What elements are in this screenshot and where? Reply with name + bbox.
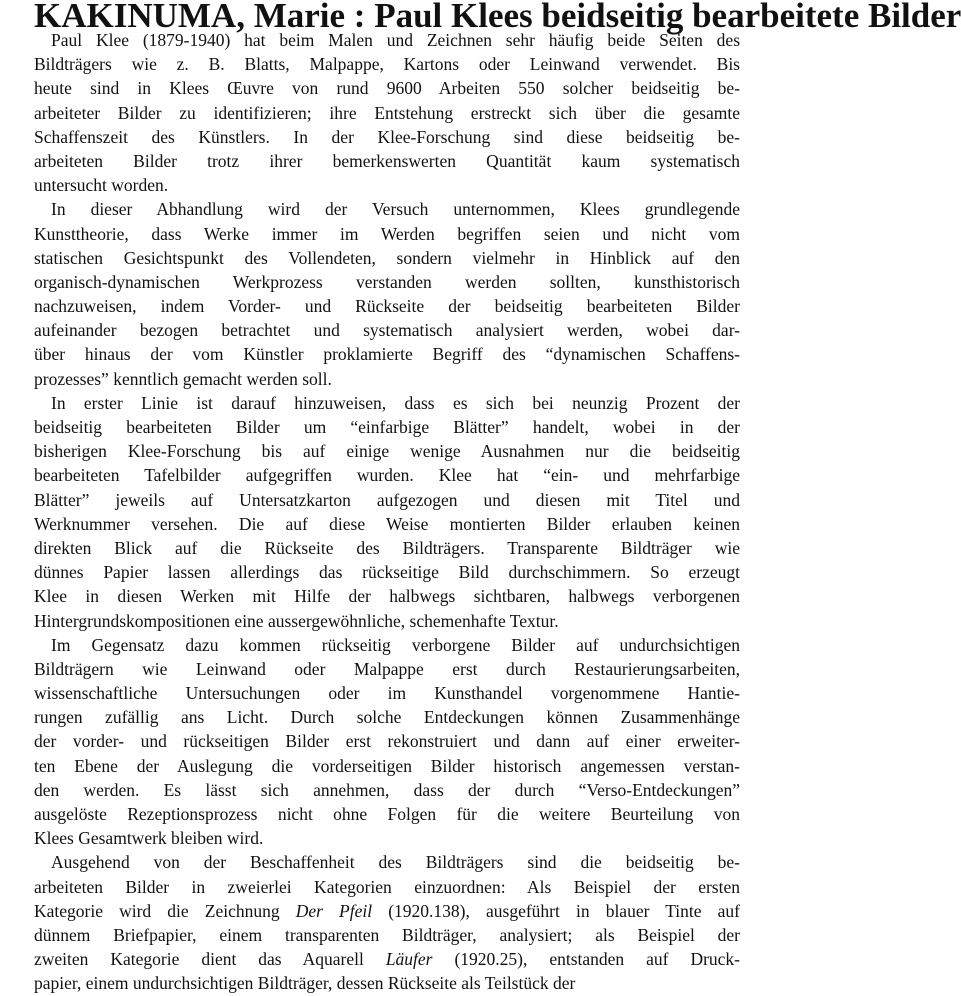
paragraph-line: Kunsttheorie, dass Werke immer im Werden begriffen seien und nicht vom: [34, 223, 740, 244]
paragraph-line: ten Ebene der Auslegung die vorderseitigen Bilder historisch angemessen verstan-: [34, 755, 740, 776]
paragraph-line: papier, einem undurchsichtigen Bildträger, dessen Rückseite als Teilstück der: [34, 973, 576, 994]
paragraph-line: In erster Linie ist darauf hinzuweisen, dass es sich bei neunzig Prozent der: [51, 392, 740, 413]
paragraph-line: rungen zufällig ans Licht. Durch solche Entdeckungen können Zusammenhänge: [34, 707, 740, 728]
line-text: zweiten Kategorie dient das Aquarell: [34, 949, 386, 970]
line-text: (1920.25), entstanden auf Druck-: [432, 949, 741, 970]
paragraph-line: Bildträgern wie Leinwand oder Malpappe erst durch Restaurierungsarbeiten,: [34, 658, 740, 679]
paragraph-line: arbeiteter Bilder zu identifizieren; ihre Entstehung erstreckt sich über die gesamte: [34, 102, 740, 123]
paragraph-line: Paul Klee (1879-1940) hat beim Malen und Zeichnen sehr häufig beide Seiten des: [51, 30, 740, 50]
paragraph-line: Schaffenszeit des Künstlers. In der Klee-Forschung sind diese beidseitig be-: [34, 126, 740, 147]
paragraph-line: bisherigen Klee-Forschung bis auf einige wenige Ausnahmen nur die beidseitig: [34, 441, 740, 462]
paragraph-line: Ausgehend von der Beschaffenheit des Bildträgers sind die beidseitig be-: [51, 852, 740, 873]
paragraph-line: In dieser Abhandlung wird der Versuch unternommen, Klees grundlegende: [51, 199, 740, 220]
line-text: (1920.138), ausgeführt in blauer Tinte auf: [372, 900, 740, 921]
document-body: [34, 28, 740, 996]
paragraph-line: [34, 899, 740, 923]
paragraph-line: statischen Gesichtspunkt des Vollendeten, sondern vielmehr in Hinblick auf den: [34, 247, 740, 268]
paragraph-line: ausgelöste Rezeptionsprozess nicht ohne Folgen für die weitere Beurteilung von: [34, 804, 740, 824]
line-text: Kategorie wird die Zeichnung: [34, 900, 296, 921]
paragraph-line: Blätter” jeweils auf Untersatzkarton aufgezogen und diesen mit Titel und: [34, 489, 740, 510]
paragraph-line: Klee in diesen Werken mit Hilfe der halbwegs sichtbaren, halbwegs verborgenen: [34, 586, 740, 607]
paragraph-line: der vorder- und rückseitigen Bilder erst rekonstruiert und dann auf einer erweiter-: [34, 731, 740, 752]
paragraph-line: bearbeiteten Tafelbilder aufgegriffen wurden. Klee hat “ein- und mehrfarbige: [34, 465, 740, 486]
paragraph-line: dünnem Briefpapier, einem transparenten Bildträger, analysiert; als Beispiel der: [34, 924, 740, 945]
paragraph-line: [34, 947, 740, 971]
paragraph-line: aufeinander bezogen betrachtet und systematisch analysiert werden, wobei dar-: [34, 320, 740, 341]
paragraph: [34, 28, 740, 197]
paragraph-line: arbeiteten Bilder trotz ihrer bemerkenswerten Quantität kaum systematisch: [34, 150, 740, 171]
paragraph-line: organisch-dynamischen Werkprozess verstanden werden sollten, kunsthistorisch: [34, 271, 740, 292]
paragraph: [34, 197, 740, 391]
paragraph-line: heute sind in Klees Œuvre von rund 9600 Arbeiten 550 solcher beidseitig be-: [34, 78, 740, 99]
paragraph-line: wissenschaftliche Untersuchungen oder im Kunsthandel vorgenommene Hantie-: [34, 683, 740, 704]
paragraph: [34, 633, 740, 851]
document-page: [34, 0, 961, 996]
paragraph: [34, 391, 740, 633]
paragraph-line: untersucht worden.: [34, 175, 169, 196]
paragraph-line: prozesses” kenntlich gemacht werden soll.: [34, 368, 332, 389]
paragraph-line: Hintergrundskompositionen eine aussergewöhnliche, schemenhafte Textur.: [34, 610, 559, 631]
paragraph-line: Werknummer versehen. Die auf diese Weise montierten Bilder erlauben keinen: [34, 513, 740, 534]
paragraph-line: beidseitig bearbeiteten Bilder um “einfarbige Blätter” handelt, wobei in der: [34, 417, 740, 437]
paragraph-line: dünnes Papier lassen allerdings das rückseitige Bild durchschimmern. So erzeugt: [34, 562, 740, 583]
paragraph-line: direkten Blick auf die Rückseite des Bildträgers. Transparente Bildträger wie: [34, 537, 740, 558]
paragraph-line: Bildträgers wie z. B. Blatts, Malpappe, Kartons oder Leinwand verwendet. Bis: [34, 54, 740, 75]
paragraph: [34, 850, 740, 995]
document-heading: KAKINUMA, Marie : Paul Klees beidseitig bearbeitete Bilder: [34, 0, 961, 35]
paragraph-line: arbeiteten Bilder in zweierlei Kategorien einzuordnen: Als Beispiel der ersten: [34, 876, 740, 897]
paragraph-line: Im Gegensatz dazu kommen rückseitig verborgene Bilder auf undurchsichtigen: [51, 634, 740, 655]
artwork-title: Der Pfeil: [295, 900, 373, 921]
paragraph-line: nachzuweisen, indem Vorder- und Rückseite der beidseitig bearbeiteten Bilder: [34, 296, 740, 317]
artwork-title: Läufer: [385, 949, 433, 970]
paragraph-line: den werden. Es lässt sich annehmen, dass der durch “Verso-Entdeckungen”: [34, 779, 740, 800]
paragraph-line: über hinaus der vom Künstler proklamierte Begriff des “dynamischen Schaffens-: [34, 344, 740, 365]
paragraph-line: Klees Gesamtwerk bleiben wird.: [34, 828, 264, 849]
